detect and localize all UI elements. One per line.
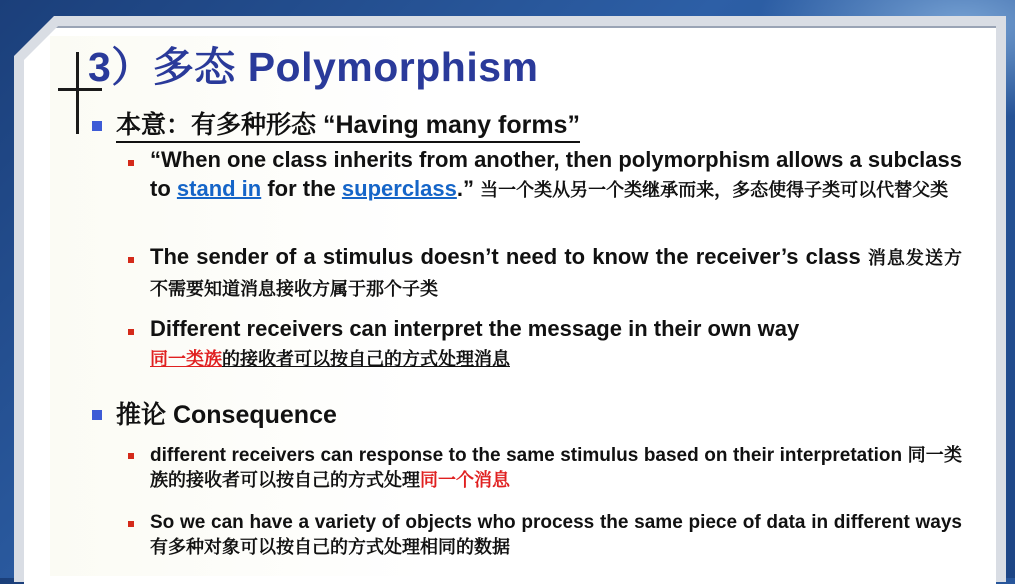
item3-zh: 的接收者可以按自己的方式处理消息 (222, 349, 510, 369)
item2-bullet (128, 257, 134, 263)
consequence1-zh-red: 同一个消息 (420, 470, 510, 490)
item1-text (150, 145, 962, 205)
slide-title: 3）多态 Polymorphism (88, 44, 539, 90)
item1-bullet (128, 160, 134, 166)
item1-highlight-superclass: superclass (341, 176, 457, 201)
item1-zh: 当一个类从另一个类继承而来，多态使得子类可以代替父类 (480, 180, 949, 200)
section1-heading-text: 本意：有多种形态 “Having many forms” (116, 111, 580, 143)
item3-zh-red: 同一类族 (150, 349, 222, 369)
item3-text (150, 314, 962, 374)
consequence1-zh: 同一类族的接收者可以按自己的方式处理 (150, 445, 962, 490)
consequence2-en: So we can have a variety of objects who process the same piece of data in different ways (150, 512, 962, 533)
section2-bullet (92, 410, 102, 420)
item2-en: The sender of a stimulus doesn’t need to know the receiver’s class (150, 244, 868, 269)
section1-heading (116, 105, 580, 141)
consequence2-text (150, 511, 962, 560)
consequence1-bullet (128, 453, 134, 459)
item3-en: Different receivers can interpret the message in their own way (150, 316, 800, 341)
title-vertical-rule (76, 52, 79, 134)
section1-bullet (92, 121, 102, 131)
item3-bullet (128, 329, 134, 335)
item2-zh: 消息发送方不需要知道消息接收方属于那个子类 (150, 248, 962, 299)
item1-highlight-stand-in: stand in (176, 176, 262, 201)
item1-en-a: “When one class inherits from another, then polymorphism allows a subclass to (150, 147, 962, 201)
consequence1-en: different receivers can response to the same stimulus based on their interpretation (150, 445, 908, 466)
consequence2-bullet (128, 521, 134, 527)
item1-en-b: for the (261, 176, 342, 201)
consequence2-zh: 有多种对象可以按自己的方式处理相同的数据 (150, 537, 510, 557)
item1-en-c: .” (456, 176, 481, 201)
consequence1-text (150, 443, 962, 493)
item2-text (150, 242, 962, 304)
section2-heading: 推论 Consequence (116, 401, 337, 429)
